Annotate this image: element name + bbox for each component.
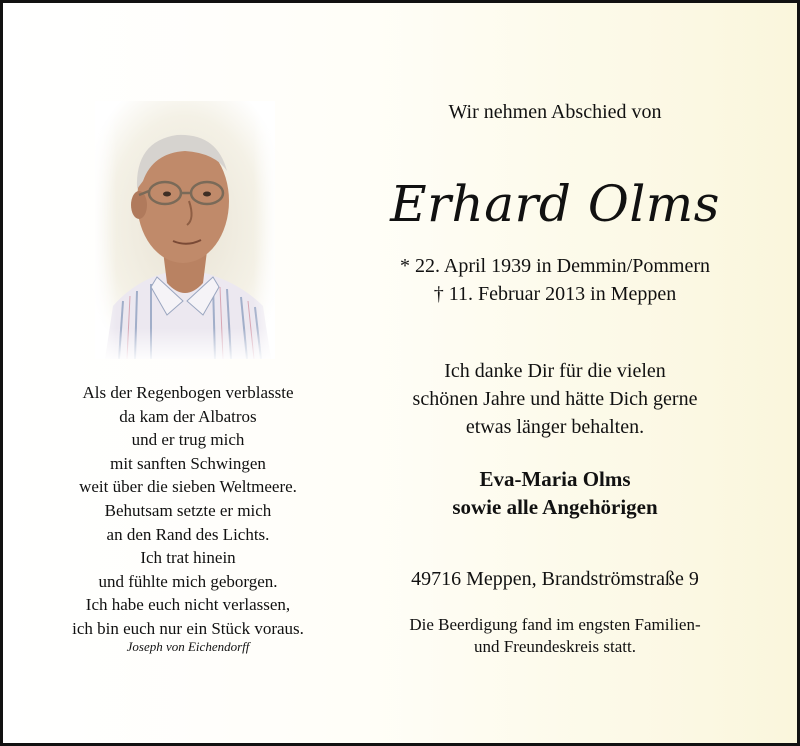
- funeral-line: Die Beerdigung fand im engsten Familien-: [409, 615, 701, 634]
- intro-text: Wir nehmen Abschied von: [448, 101, 662, 123]
- birth-date: * 22. April 1939 in Demmin/Pommern: [400, 255, 710, 277]
- poem-line: da kam der Albatros: [119, 406, 257, 426]
- poem-line: Behutsam setzte er mich: [104, 500, 272, 520]
- poem-line: Ich trat hinein: [140, 548, 236, 568]
- poem-line: weit über die sieben Weltmeere.: [79, 477, 297, 497]
- thanks-line: etwas länger behalten.: [465, 416, 645, 438]
- family-line: sowie alle Angehörigen: [452, 495, 658, 519]
- portrait-photo: [95, 101, 275, 359]
- funeral-line: und Freundeskreis statt.: [474, 637, 636, 656]
- poem-line: und fühlte mich geborgen.: [98, 571, 278, 591]
- poem-line: und er trug mich: [131, 430, 245, 450]
- poem-line: Als der Regenbogen verblasste: [82, 383, 294, 402]
- death-date: † 11. Februar 2013 in Meppen: [433, 283, 677, 305]
- deceased-name: Erhard Olms: [390, 175, 720, 233]
- family-line: Eva-Maria Olms: [479, 467, 631, 491]
- family-signature: [355, 465, 755, 521]
- address: 49716 Meppen, Brandströmstraße 9: [411, 568, 699, 590]
- thanks-line: schönen Jahre und hätte Dich gerne: [412, 388, 698, 410]
- poem-line: Ich habe euch nicht verlassen,: [85, 595, 291, 615]
- poem: [43, 381, 333, 641]
- portrait-image: [95, 101, 275, 359]
- thanks-message: [355, 357, 755, 441]
- poem-line: an den Rand des Lichts.: [106, 524, 270, 544]
- funeral-notice: [355, 614, 755, 658]
- poem-author: Joseph von Eichendorff: [126, 639, 250, 654]
- thanks-line: Ich danke Dir für die vielen: [444, 360, 666, 382]
- poem-line: ich bin euch nur ein Stück voraus.: [72, 618, 304, 638]
- poem-line: mit sanften Schwingen: [110, 453, 266, 473]
